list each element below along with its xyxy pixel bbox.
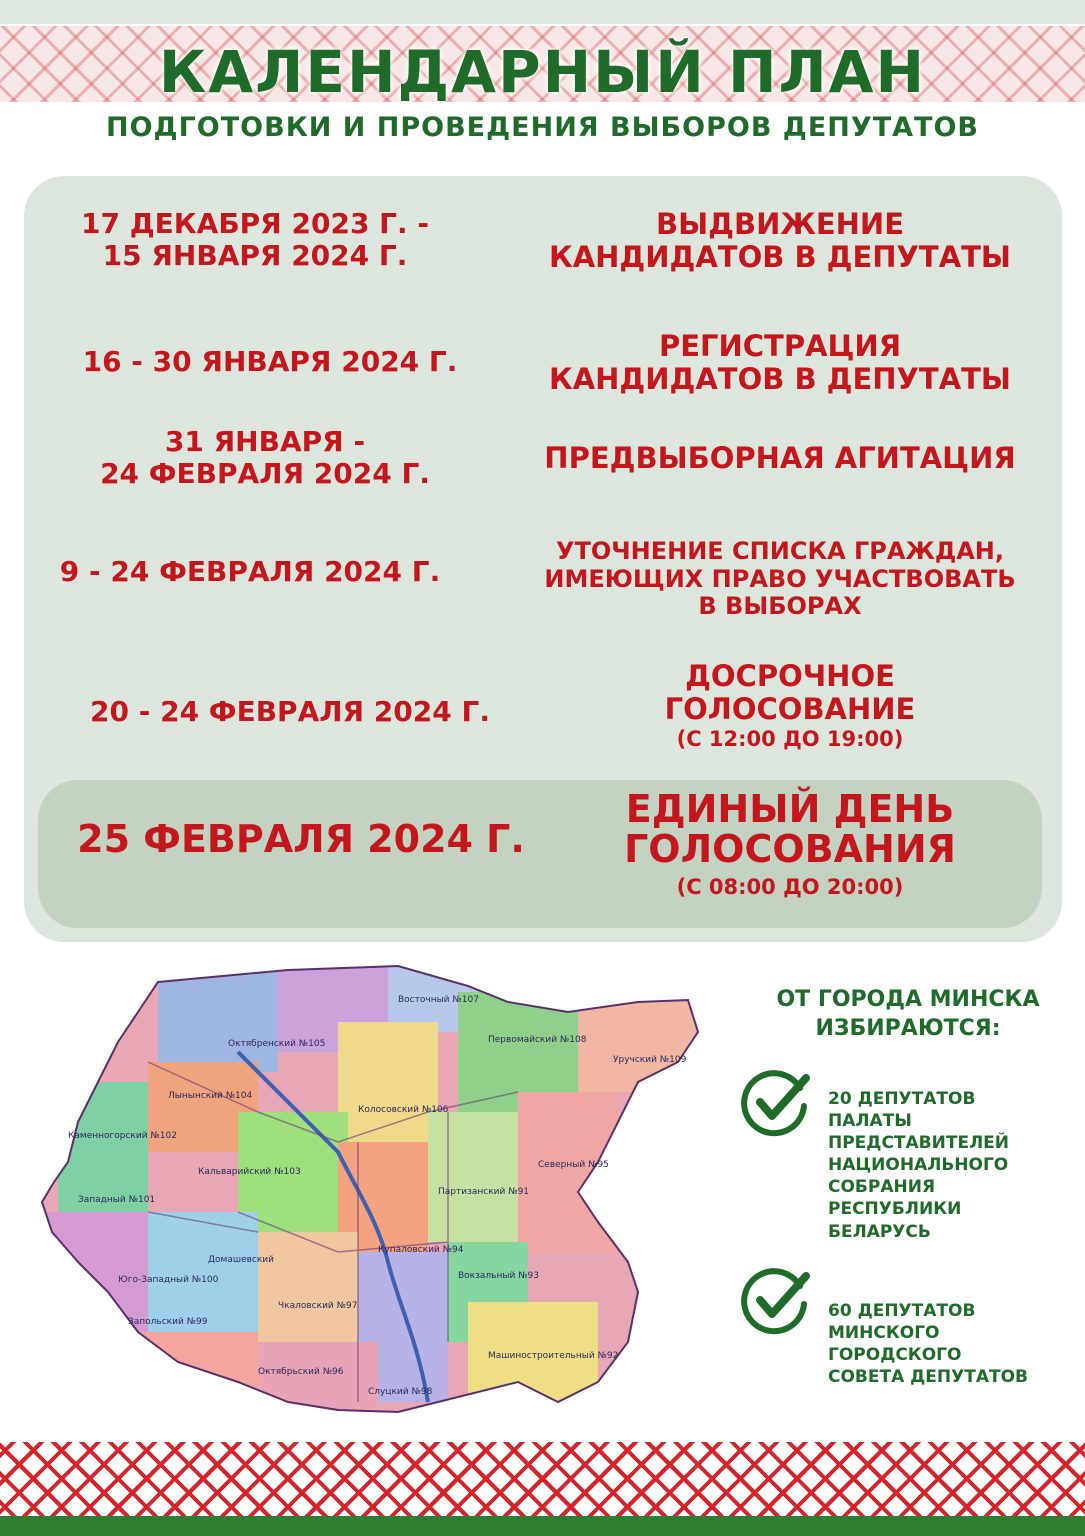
date-voter-list bbox=[30, 556, 470, 588]
map-label: Вокзальный №93 bbox=[458, 1271, 539, 1281]
event-line: ПРЕДВЫБОРНАЯ АГИТАЦИЯ bbox=[544, 441, 1016, 475]
minsk-title-line: ОТ ГОРОДА МИНСКА bbox=[776, 987, 1040, 1012]
text-line: 20 ДЕПУТАТОВ bbox=[828, 1089, 976, 1109]
event-line: КАНДИДАТОВ В ДЕПУТАТЫ bbox=[549, 362, 1011, 397]
date-registration bbox=[40, 346, 500, 378]
bottom-band bbox=[0, 1516, 1085, 1536]
event-line: ВЫДВИЖЕНИЕ bbox=[655, 207, 904, 241]
map-label: Колосовский №106 bbox=[358, 1105, 449, 1115]
date-line: 20 - 24 ФЕВРАЛЯ 2024 Г. bbox=[90, 695, 490, 728]
map-label: Лынынский №104 bbox=[168, 1091, 253, 1101]
event-campaign bbox=[520, 442, 1040, 475]
deputies-minsk-city-council bbox=[828, 1300, 1028, 1388]
event-line: ГОЛОСОВАНИЯ bbox=[624, 826, 956, 871]
event-line: ДОСРОЧНОЕ bbox=[685, 659, 895, 693]
district-region bbox=[258, 1232, 358, 1352]
page-title: КАЛЕНДАРНЫЙ ПЛАН bbox=[158, 38, 927, 106]
event-line: В ВЫБОРАХ bbox=[698, 592, 862, 621]
district-region bbox=[158, 962, 278, 1072]
checkmark-circle-icon bbox=[740, 1264, 812, 1336]
date-line: 31 ЯНВАРЯ - bbox=[164, 425, 366, 458]
text-line: ПРЕДСТАВИТЕЛЕЙ bbox=[828, 1133, 1010, 1154]
text-line: СОБРАНИЯ bbox=[828, 1177, 936, 1198]
map-label: Купаловский №94 bbox=[378, 1245, 464, 1255]
map-label: Первомайский №108 bbox=[488, 1035, 587, 1045]
event-line: ЕДИНЫЙ ДЕНЬ bbox=[625, 787, 955, 831]
event-line: УТОЧНЕНИЕ СПИСКА ГРАЖДАН, bbox=[555, 537, 1004, 565]
date-line: 16 - 30 ЯНВАРЯ 2024 Г. bbox=[82, 345, 458, 378]
event-line: ИМЕЮЩИХ ПРАВО УЧАСТВОВАТЬ bbox=[544, 564, 1016, 593]
map-label: Слуцкий №98 bbox=[368, 1387, 433, 1397]
date-line: 24 ФЕВРАЛЯ 2024 Г. bbox=[100, 457, 430, 491]
text-line: РЕСПУБЛИКИ bbox=[828, 1199, 962, 1220]
text-line: ПАЛАТЫ bbox=[828, 1111, 912, 1132]
map-label: Северный №95 bbox=[538, 1160, 609, 1170]
event-nomination bbox=[520, 208, 1040, 275]
text-line: СОВЕТА ДЕПУТАТОВ bbox=[828, 1367, 1029, 1388]
date-campaign bbox=[50, 426, 480, 490]
top-band bbox=[0, 0, 1085, 24]
event-registration bbox=[520, 330, 1040, 397]
map-label: Партизанский №91 bbox=[438, 1187, 530, 1197]
page-subtitle: ПОДГОТОВКИ И ПРОВЕДЕНИЯ ВЫБОРОВ ДЕПУТАТОВ bbox=[106, 112, 979, 143]
district-region bbox=[578, 1002, 704, 1092]
date-line: 17 ДЕКАБРЯ 2023 Г. - bbox=[80, 207, 430, 240]
event-voter-list bbox=[520, 538, 1040, 621]
district-region bbox=[338, 1022, 438, 1142]
event-line: КАНДИДАТОВ В ДЕПУТАТЫ bbox=[549, 240, 1011, 275]
map-label: Домашевский bbox=[208, 1255, 275, 1265]
minsk-districts-map bbox=[38, 962, 704, 1432]
map-label: Запольский №99 bbox=[128, 1317, 208, 1327]
map-label: Чкаловский №97 bbox=[278, 1301, 358, 1311]
event-early-voting bbox=[540, 660, 1040, 751]
bottom-ornament bbox=[0, 1442, 1085, 1516]
text-line: МИНСКОГО bbox=[828, 1323, 940, 1344]
date-early-voting bbox=[50, 696, 530, 728]
map-label: Западный №101 bbox=[78, 1195, 156, 1205]
map-label: Юго-Западный №100 bbox=[118, 1275, 219, 1285]
deputies-house-of-representatives bbox=[828, 1088, 1009, 1243]
district-region bbox=[118, 1332, 258, 1422]
text-line: НАЦИОНАЛЬНОГО bbox=[828, 1155, 1009, 1176]
map-label: Октябрьский №96 bbox=[258, 1367, 344, 1377]
map-label: Кальварийский №103 bbox=[198, 1167, 301, 1177]
map-label: Каменногорский №102 bbox=[68, 1131, 177, 1141]
text-line: БЕЛАРУСЬ bbox=[828, 1221, 931, 1242]
event-line: ГОЛОСОВАНИЕ bbox=[664, 692, 916, 727]
date-line: 9 - 24 ФЕВРАЛЯ 2024 Г. bbox=[59, 555, 441, 588]
minsk-title-line: ИЗБИРАЮТСЯ: bbox=[815, 1015, 1001, 1041]
map-label: Октябренский №105 bbox=[228, 1039, 326, 1049]
date-line: 15 ЯНВАРЯ 2024 Г. bbox=[102, 239, 408, 273]
district-region bbox=[428, 1112, 518, 1242]
checkmark-circle-icon bbox=[740, 1066, 812, 1138]
event-line: РЕГИСТРАЦИЯ bbox=[658, 329, 902, 363]
date-voting-day bbox=[56, 818, 546, 862]
time-note: (С 08:00 ДО 20:00) bbox=[676, 874, 904, 899]
event-voting-day bbox=[540, 787, 1040, 899]
district-region bbox=[38, 1212, 148, 1332]
map-label: Восточный №107 bbox=[398, 995, 479, 1005]
text-line: 60 ДЕПУТАТОВ bbox=[828, 1301, 976, 1321]
date-nomination bbox=[40, 208, 470, 272]
map-label: Машиностроительный №92 bbox=[488, 1351, 619, 1361]
map-label: Уручский №109 bbox=[613, 1055, 687, 1065]
time-note: (С 12:00 ДО 19:00) bbox=[676, 726, 904, 751]
date-line: 25 ФЕВРАЛЯ 2024 Г. bbox=[77, 817, 525, 861]
text-line: ГОРОДСКОГО bbox=[828, 1345, 962, 1366]
minsk-title bbox=[742, 986, 1074, 1043]
